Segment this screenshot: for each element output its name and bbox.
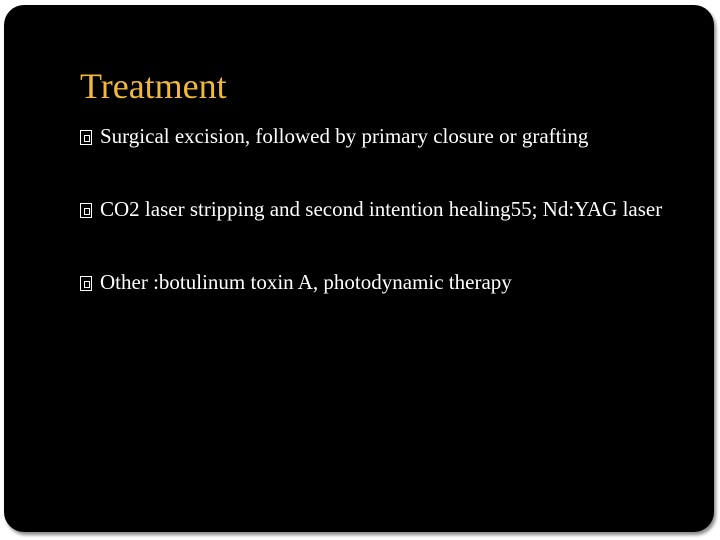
missing-glyph-box-icon (80, 203, 92, 218)
slide-title: Treatment (80, 66, 227, 106)
bullet-item (80, 267, 680, 298)
bullet-text: CO2 laser stripping and second intention healing55; Nd:YAG laser (100, 197, 663, 221)
missing-glyph-box-icon (80, 130, 92, 145)
bullet-text: Surgical excision, followed by primary closure or grafting (100, 124, 589, 148)
bullet-text: Other :botulinum toxin A, photodynamic therapy (100, 270, 512, 294)
slide (4, 5, 714, 532)
bullet-list (80, 121, 680, 340)
bullet-item (80, 121, 680, 152)
missing-glyph-box-icon (80, 276, 92, 291)
bullet-item (80, 194, 680, 225)
